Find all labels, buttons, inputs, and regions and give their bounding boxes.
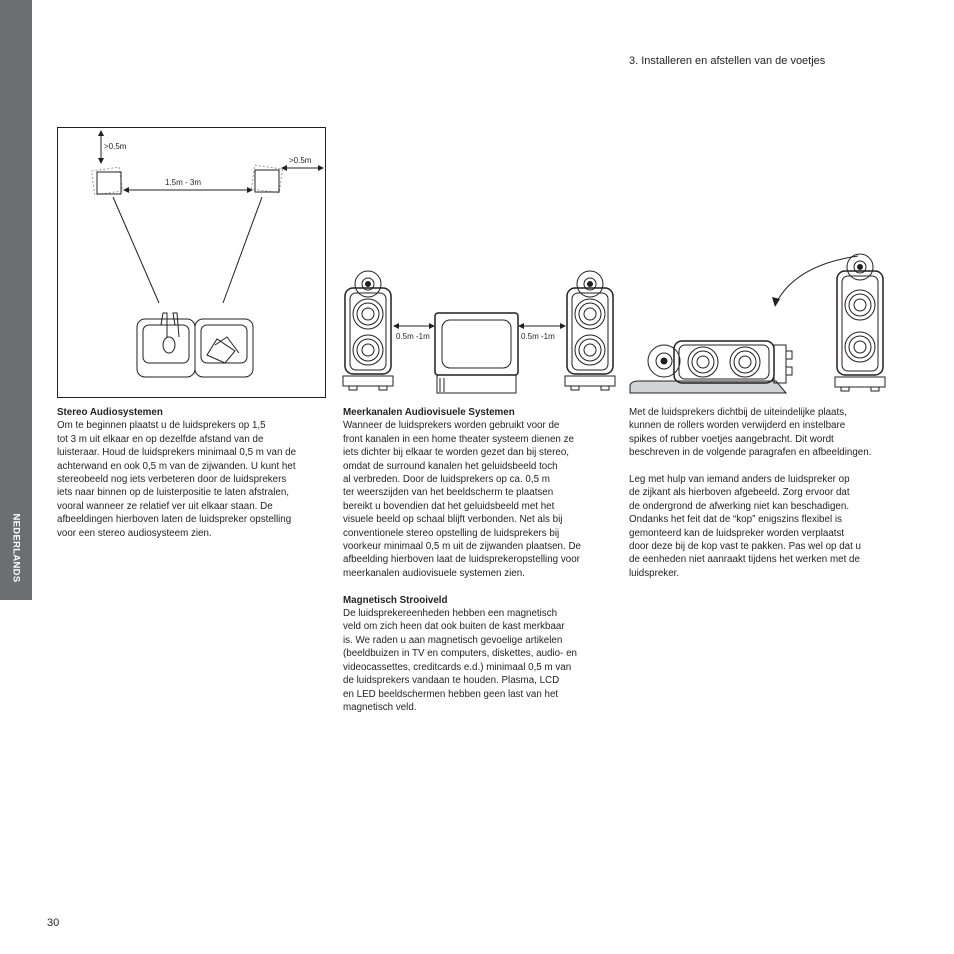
paragraph-line: Om te beginnen plaatst u de luidsprekers op 1,5 xyxy=(57,420,266,432)
paragraph-line: vooral wanneer ze relatief ver uit elkaar staan. De xyxy=(57,500,273,512)
right-distance-label: 0.5m -1m xyxy=(521,332,555,341)
paragraph-line: door deze bij de kop vast te pakken. Pas wel op dat u xyxy=(629,541,862,553)
speaker-distance-label: 1.5m - 3m xyxy=(165,178,202,187)
paragraph-line: spikes of rubber voetjes aangebracht. Dit wordt xyxy=(629,433,834,445)
paragraph-line: gemonteerd kan de luidspreker worden verplaatst xyxy=(629,527,845,539)
paragraph-line: achterwand en ook 0,5 m van de zijwanden. U kunt het xyxy=(57,460,296,472)
paragraph-line: de eenheden niet aanraakt tijdens het werken met de xyxy=(629,554,860,566)
paragraph-line: iets dichter bij elkaar te worden gezet dan bij stereo, xyxy=(343,447,569,459)
paragraph-line: luisteraar. Houd de luidsprekers minimaal 0,5 m van de xyxy=(57,447,297,459)
paragraph-line: Ondanks het feit dat de “kop” enigszins flexibel is xyxy=(629,514,842,526)
right-speaker-footprint xyxy=(251,165,282,193)
speaker-on-side-diagram xyxy=(626,245,898,397)
paragraph-line: iets naar binnen op de luisterpositie te laten afstralen, xyxy=(57,487,290,499)
paragraph-line: de ondergrond de afwerking niet kan beschadigen. xyxy=(629,500,850,512)
left-speaker-footprint xyxy=(91,167,122,195)
paragraph-line: kunnen de rollers worden verwijderd en instelbare xyxy=(629,420,846,432)
stereo-setup-diagram xyxy=(57,127,327,398)
sofa-illustration xyxy=(137,313,253,377)
rotate-arrow xyxy=(776,256,858,303)
paragraph-line: voor een stereo audiosysteem zien. xyxy=(57,527,212,539)
left-speaker-illustration xyxy=(343,271,393,390)
paragraph-line: al verbreden. Door de luidsprekers op ca. 0,5 m xyxy=(343,474,550,486)
multichannel-text-column xyxy=(343,406,613,714)
paragraph-line: De luidsprekereenheden hebben een magnetisch xyxy=(343,608,558,620)
paragraph-line: front kanalen in een home theater systeem dienen ze xyxy=(343,433,574,445)
left-distance-label: 0.5m -1m xyxy=(396,332,430,341)
clearance-top-label: >0.5m xyxy=(104,142,127,151)
paragraph-line: (beeldbuizen in TV en computers, diskettes, audio- en xyxy=(343,648,577,660)
paragraph-line: bereikt u bovendien dat het geluidsbeeld met het xyxy=(343,500,555,512)
magnetic-heading: Magnetisch Strooiveld xyxy=(343,594,448,606)
language-label: NEDERLANDS xyxy=(10,513,22,583)
paragraph-line: visuele beeld op schaal blijft verbonden. Net als bij xyxy=(343,514,563,526)
page-number: 30 xyxy=(47,917,60,929)
paragraph-line: de luidsprekers vandaan te houden. Plasma, LCD xyxy=(343,675,560,687)
multichannel-setup-diagram xyxy=(340,262,618,396)
paragraph-line: Wanneer de luidsprekers worden gebruikt voor de xyxy=(343,420,560,432)
stereo-heading: Stereo Audiosystemen xyxy=(57,407,163,418)
paragraph-line: afbeelding hierboven laat de luidsprekeropstelling voor xyxy=(343,554,580,566)
section-header: 3. Installeren en afstellen van de voetjes xyxy=(629,55,826,67)
paragraph-line: is. We raden u aan magnetisch gevoelige artikelen xyxy=(343,634,563,646)
paragraph-line: afbeeldingen hierboven laten de luidspreker opstelling xyxy=(57,514,292,526)
installation-text-column xyxy=(629,406,899,580)
multichannel-heading: Meerkanalen Audiovisuele Systemen xyxy=(343,407,515,418)
paragraph-line: en LED beeldschermen hebben geen last van het xyxy=(343,688,559,700)
paragraph-line: stereobeeld nog iets verbeteren door de luidsprekers xyxy=(57,474,287,486)
paragraph-line: veld om zich heen dat ook buiten de kast merkbaar xyxy=(343,621,565,633)
paragraph-line: videocassettes, creditcards e.d.) minimaal 0,5 m van xyxy=(343,661,572,673)
paragraph-line: Leg met hulp van iemand anders de luidspreker op xyxy=(629,474,850,486)
paragraph-line: luidspreker. xyxy=(629,567,680,579)
paragraph-line: Met de luidsprekers dichtbij de uiteindelijke plaats, xyxy=(629,407,847,418)
paragraph-line: tot 3 m uit elkaar en op dezelfde afstand van de xyxy=(57,433,264,445)
paragraph-line: voorkeur minimaal 0,5 m uit de zijwanden plaatsen. De xyxy=(343,541,581,553)
television-illustration xyxy=(435,313,518,393)
paragraph-line: beschreven in de volgende paragrafen en afbeeldingen. xyxy=(629,447,872,459)
speaker-on-side-illustration xyxy=(648,341,792,383)
paragraph-line: conventionele stereo opstelling de luidsprekers bij xyxy=(343,527,560,539)
upright-speaker-illustration xyxy=(835,254,885,391)
paragraph-line: magnetisch veld. xyxy=(343,701,417,713)
paragraph-line: de zijkant als hierboven afgebeeld. Zorg ervoor dat xyxy=(629,487,850,499)
paragraph-line: omdat de surround kanalen het geluidsbeeld toch xyxy=(343,460,558,472)
clearance-right-label: >0.5m xyxy=(289,156,312,165)
language-side-tab xyxy=(0,0,32,600)
stereo-text-column xyxy=(57,406,327,540)
right-speaker-illustration xyxy=(565,271,615,390)
paragraph-line: ter weerszijden van het beeldscherm te plaatsen xyxy=(343,487,554,499)
paragraph-line: meerkanalen audiovisuele systemen zien. xyxy=(343,567,525,579)
